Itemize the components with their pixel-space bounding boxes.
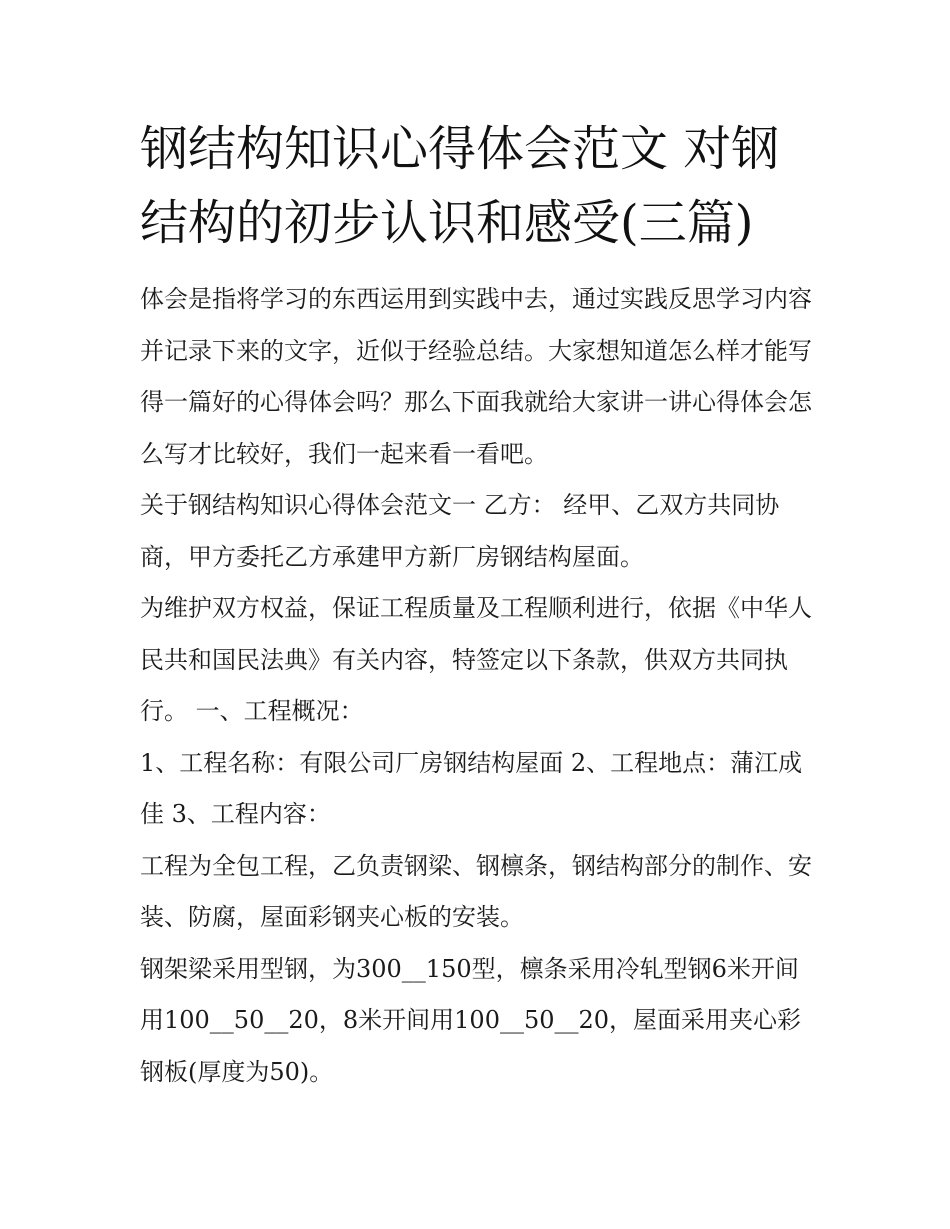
paragraph-project-scope: 工程为全包工程，乙负责钢梁、钢檩条，钢结构部分的制作、安装、防腐，屋面彩钢夹心板的安装。 [140,851,812,931]
paragraph-project-info: 1、工程名称：有限公司厂房钢结构屋面 2、工程地点：蒲江成佳 3、工程内容： [140,748,803,828]
paragraph-sample-one: 关于钢结构知识心得体会范文一 乙方： 经甲、乙双方共同协商，甲方委托乙方承建甲方新厂房钢结构屋面。 [140,491,780,571]
paragraph-intro: 体会是指将学习的东西运用到实践中去，通过实践反思学习内容并记录下来的文字，近似于经验总结。大家想知道怎么样才能写得一篇好的心得体会吗？那么下面我就给大家讲一讲心得体会怎么写才比较好，我们一起来看一看吧。 [140,285,812,468]
document-page [140,112,812,1098]
document-title: 钢结构知识心得体会范文 对钢结构的初步认识和感受(三篇) [140,121,780,251]
paragraph-contract-basis: 为维护双方权益，保证工程质量及工程顺利进行，依据《中华人民共和国民法典》有关内容，特签定以下条款，供双方共同执行。 一、工程概况： [140,594,812,725]
document-body [140,274,812,1098]
paragraph-materials: 钢架梁采用型钢，为300__150型，檩条采用冷轧型钢6米开间用100__50__20，8米开间用100__50__20，屋面采用夹心彩钢板(厚度为50)。 [140,954,802,1086]
